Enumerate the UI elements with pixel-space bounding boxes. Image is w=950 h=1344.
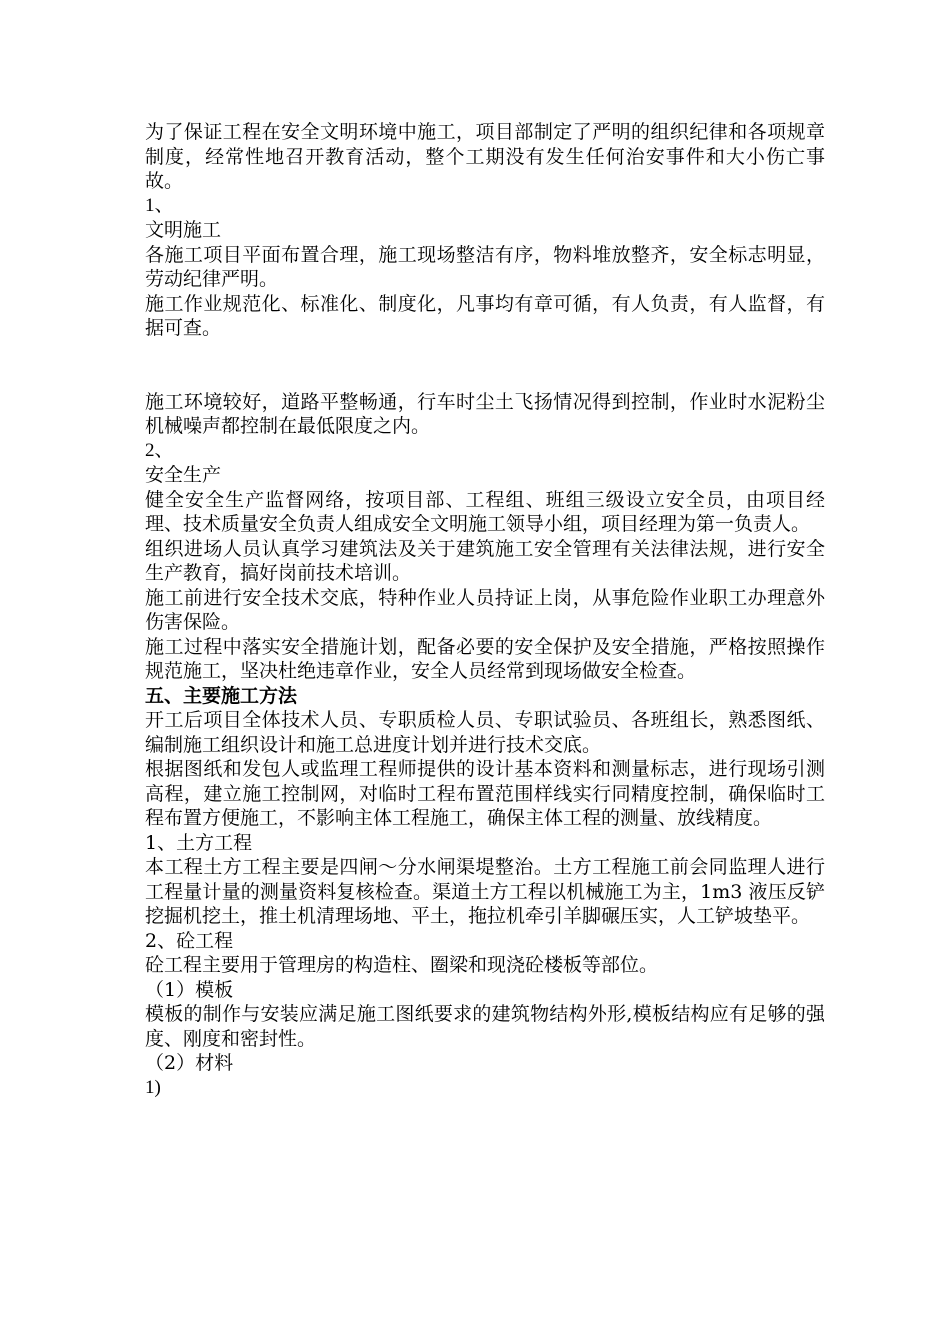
subsection-title-concrete: 2、砼工程	[145, 929, 234, 952]
paragraph-environment: 施工环境较好，道路平整畅通，行车时尘土飞扬情况得到控制，作业时水泥粉尘机械噪声都控制在最低限度之内。	[145, 390, 825, 437]
paragraph-formwork: 模板的制作与安装应满足施工图纸要求的建筑物结构外形,模板结构应有足够的强度、刚度和密封性。	[145, 1003, 825, 1050]
section-title-civilized-construction: 文明施工	[145, 219, 222, 241]
paragraph-survey-control: 根据图纸和发包人或监理工程师提供的设计基本资料和测量标志，进行现场引测高程，建立施工控制网，对临时工程布置范围样线实行同精度控制，确保临时工程布置方便施工，不影响主体工程施工，确保主体工程的测量、放线精度。	[145, 758, 825, 829]
paragraph-safety-briefing: 施工前进行安全技术交底，特种作业人员持证上岗，从事危险作业职工办理意外伤害保险。	[145, 586, 825, 633]
paragraph-layout: 各施工项目平面布置合理，施工现场整洁有序，物料堆放整齐，安全标志明显，劳动纪律严明。	[145, 243, 825, 290]
document-page	[145, 120, 825, 1100]
paragraph-earthwork: 本工程土方工程主要是四闸～分水闸渠堤整治。土方工程施工前会同监理人进行工程量计量的测量资料复核检查。渠道土方工程以机械施工为主，1m3 液压反铲挖掘机挖土，推土机清理场地、平土，拖拉机牵引羊脚碾压实，人工铲坡垫平。	[145, 856, 825, 927]
item-title-formwork: （1）模板	[145, 978, 234, 1001]
list-marker-1: 1)	[145, 1076, 161, 1098]
paragraph-safety-network: 健全安全生产监督网络，按项目部、工程组、班组三级设立安全员，由项目经理、技术质量安全负责人组成安全文明施工领导小组，项目经理为第一负责人。	[145, 488, 825, 535]
paragraph-safety-training: 组织进场人员认真学习建筑法及关于建筑施工安全管理有关法律法规，进行安全生产教育，搞好岗前技术培训。	[145, 537, 825, 584]
section-title-safety: 安全生产	[145, 464, 222, 486]
section-number-1: 1、	[145, 194, 174, 216]
section-number-2: 2、	[145, 439, 174, 461]
intro-paragraph: 为了保证工程在安全文明环境中施工，项目部制定了严明的组织纪律和各项规章制度，经常性地召开教育活动，整个工期没有发生任何治安事件和大小伤亡事故。	[145, 121, 825, 192]
paragraph-safety-measures: 施工过程中落实安全措施计划，配备必要的安全保护及安全措施，严格按照操作规范施工，坚决杜绝违章作业，安全人员经常到现场做安全检查。	[145, 635, 825, 682]
paragraph-standardization: 施工作业规范化、标准化、制度化，凡事均有章可循，有人负责，有人监督，有据可查。	[145, 292, 825, 339]
chapter-heading-construction-methods: 五、主要施工方法	[145, 684, 298, 707]
item-title-materials: （2）材料	[145, 1052, 234, 1074]
paragraph-concrete: 砼工程主要用于管理房的构造柱、圈梁和现浇砼楼板等部位。	[145, 954, 659, 976]
paragraph-gap	[145, 341, 825, 390]
subsection-title-earthwork: 1、土方工程	[145, 831, 253, 854]
paragraph-technical-briefing: 开工后项目全体技术人员、专职质检人员、专职试验员、各班组长，熟悉图纸、编制施工组织设计和施工总进度计划并进行技术交底。	[145, 709, 825, 756]
